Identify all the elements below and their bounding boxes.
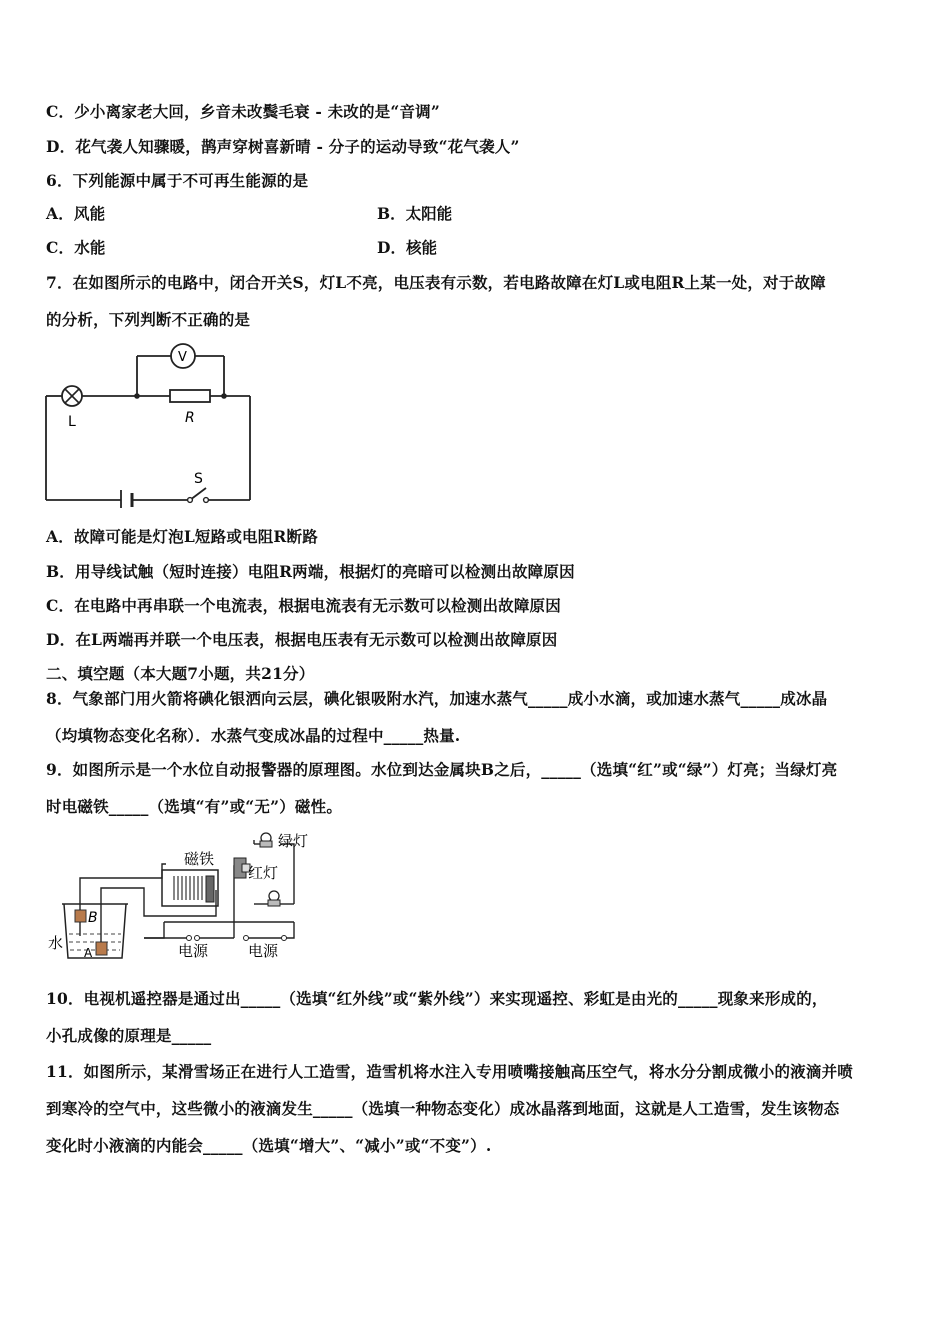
q8-line1: 8．气象部门用火箭将碘化银洒向云层，碘化银吸附水汽，加速水蒸气_____成小水滴，或加速水蒸气_____成冰晶 <box>46 689 828 708</box>
q7-option-c: C．在电路中再串联一个电流表，根据电流表有无示数可以检测出故障原因 <box>46 596 561 615</box>
q9-water-alarm-diagram <box>44 826 324 966</box>
resistor-label: R <box>185 410 195 426</box>
metal-block-a <box>96 942 107 955</box>
q7-circuit-diagram <box>40 340 260 508</box>
q7-stem-line2: 的分析，下列判断不正确的是 <box>46 310 251 329</box>
q10-line1: 10．电视机遥控器是通过出_____（选填“红外线”或“紫外线”）来实现遥控、彩虹是由光的_____现象来形成的， <box>46 989 828 1008</box>
q6-option-d: D．核能 <box>377 238 437 257</box>
q7-stem-line1: 7．在如图所示的电路中，闭合开关S，灯L不亮，电压表有示数，若电路故障在灯L或电阻R上某一处，对于故障 <box>46 273 826 292</box>
metal-block-b <box>75 910 86 922</box>
water-label: 水 <box>48 934 64 952</box>
lamp-symbol <box>62 386 82 406</box>
section-2-heading: 二、填空题（本大题7小题，共21分） <box>46 664 315 683</box>
q6-option-b: B．太阳能 <box>377 204 453 223</box>
voltmeter-label: V <box>178 350 187 365</box>
metal-a-label: A <box>84 946 93 960</box>
q6-option-a: A．风能 <box>46 204 106 223</box>
green-lamp <box>260 833 272 847</box>
q6-stem: 6．下列能源中属于不可再生能源的是 <box>46 171 309 190</box>
red-lamp-label: 红灯 <box>248 864 279 882</box>
q9-line2: 时电磁铁_____（选填“有”或“无”）磁性。 <box>46 797 343 816</box>
green-lamp-label: 绿灯 <box>278 832 309 850</box>
metal-b-label: B <box>88 910 98 926</box>
switch-label: S <box>194 471 203 487</box>
q8-line2: （均填物态变化名称）．水蒸气变成冰晶的过程中_____热量. <box>46 726 461 745</box>
q7-option-b: B．用导线试触（短时连接）电阻R两端，根据灯的亮暗可以检测出故障原因 <box>46 562 575 581</box>
lamp-label: L <box>68 414 76 430</box>
red-lamp <box>268 891 280 906</box>
magnet-label: 磁铁 <box>184 850 215 868</box>
q9-line1: 9．如图所示是一个水位自动报警器的原理图。水位到达金属块B之后，_____（选填“红”或“绿”）灯亮；当绿灯亮 <box>46 760 838 779</box>
q10-line2: 小孔成像的原理是_____ <box>46 1026 212 1045</box>
q5-option-c: C．少小离家老大回，乡音未改鬓毛衰 - 未改的是“音调” <box>46 102 440 121</box>
power-label-1: 电源 <box>178 942 209 960</box>
power-label-2: 电源 <box>248 942 279 960</box>
q11-line3: 变化时小液滴的内能会_____（选填“增大”、“减小”或“不变”）. <box>46 1136 492 1155</box>
q7-option-a: A．故障可能是灯泡L短路或电阻R断路 <box>46 527 318 546</box>
q11-line1: 11．如图所示，某滑雪场正在进行人工造雪，造雪机将水注入专用喷嘴接触高压空气，将水分分割成微小的液滴并喷 <box>46 1062 853 1081</box>
q6-option-c: C．水能 <box>46 238 106 257</box>
q11-line2: 到寒冷的空气中，这些微小的液滴发生_____（选填一种物态变化）成冰晶落到地面，这就是人工造雪，发生该物态 <box>46 1099 840 1118</box>
resistor-symbol <box>170 390 210 402</box>
q5-option-d: D．花气袭人知骤暖，鹊声穿树喜新晴 - 分子的运动导致“花气袭人” <box>46 137 520 156</box>
q7-option-d: D．在L两端再并联一个电压表，根据电压表有无示数可以检测出故障原因 <box>46 630 558 649</box>
